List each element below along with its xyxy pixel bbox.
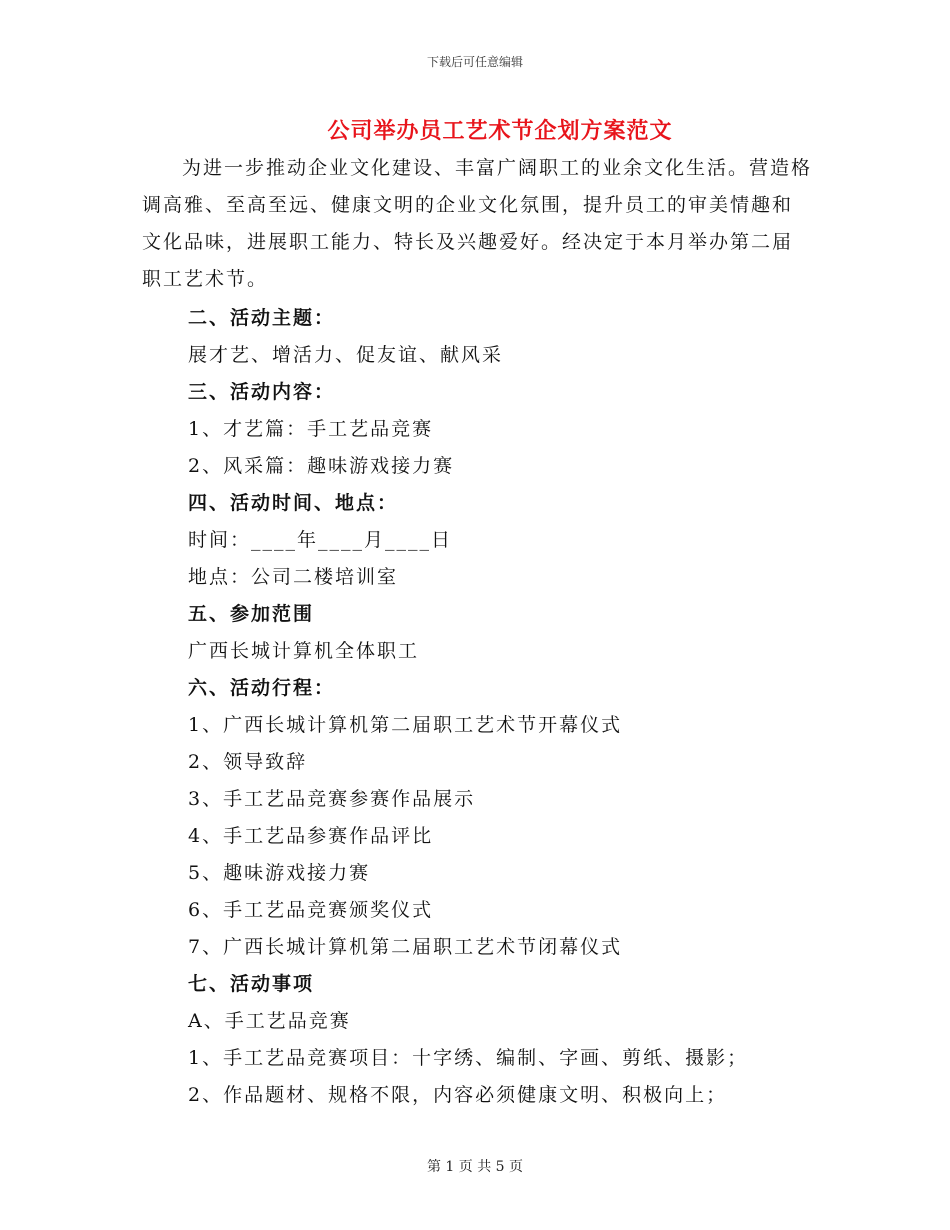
body-line: 7、广西长城计算机第二届职工艺术节闭幕仪式 [188,936,623,958]
body-line: 2、风采篇：趣味游戏接力赛 [188,455,455,477]
section-heading: 三、活动内容： [188,381,336,403]
section-heading: 六、活动行程： [188,677,336,699]
section-heading: 四、活动时间、地点： [188,492,399,514]
body-line: 1、广西长城计算机第二届职工艺术节开幕仪式 [188,714,623,736]
section-heading: 五、参加范围 [188,603,315,625]
body-line: 展才艺、增活力、促友谊、献风采 [188,344,504,366]
body-line: 5、趣味游戏接力赛 [188,862,371,884]
body-line: 4、手工艺品参赛作品评比 [188,825,434,847]
document-title: 公司举办员工艺术节企划方案范文 [327,118,673,144]
body-line: 广西长城计算机全体职工 [188,640,420,662]
body-line: 3、手工艺品竞赛参赛作品展示 [188,788,476,810]
section-heading: 七、活动事项 [188,973,315,995]
body-line: 1、才艺篇：手工艺品竞赛 [188,418,434,440]
body-line: 6、手工艺品竞赛颁奖仪式 [188,899,434,921]
section-heading: 二、活动主题： [188,307,336,329]
body-line: 2、领导致辞 [188,751,308,773]
body-line: 地点：公司二楼培训室 [188,566,399,588]
body-line: 时间：____年____月____日 [188,529,453,551]
body-line: 2、作品题材、规格不限，内容必须健康文明、积极向上； [188,1084,728,1106]
content-body [188,300,828,1114]
page-footer: 第 1 页 共 5 页 [426,1159,524,1175]
page-header: 下载后可任意编辑 [426,55,523,69]
body-line: A、手工艺品竞赛 [188,1010,351,1032]
body-line: 1、手工艺品竞赛项目：十字绣、编制、字画、剪纸、摄影； [188,1047,749,1069]
intro-paragraph: 为进一步推动企业文化建设、丰富广阔职工的业余文化生活。营造格调高雅、至高至远、健康文明的企业文化氛围，提升员工的审美情趣和文化品味，进展职工能力、特长及兴趣爱好。经决定于本月举办第二届职工艺术节。 [142,157,813,290]
